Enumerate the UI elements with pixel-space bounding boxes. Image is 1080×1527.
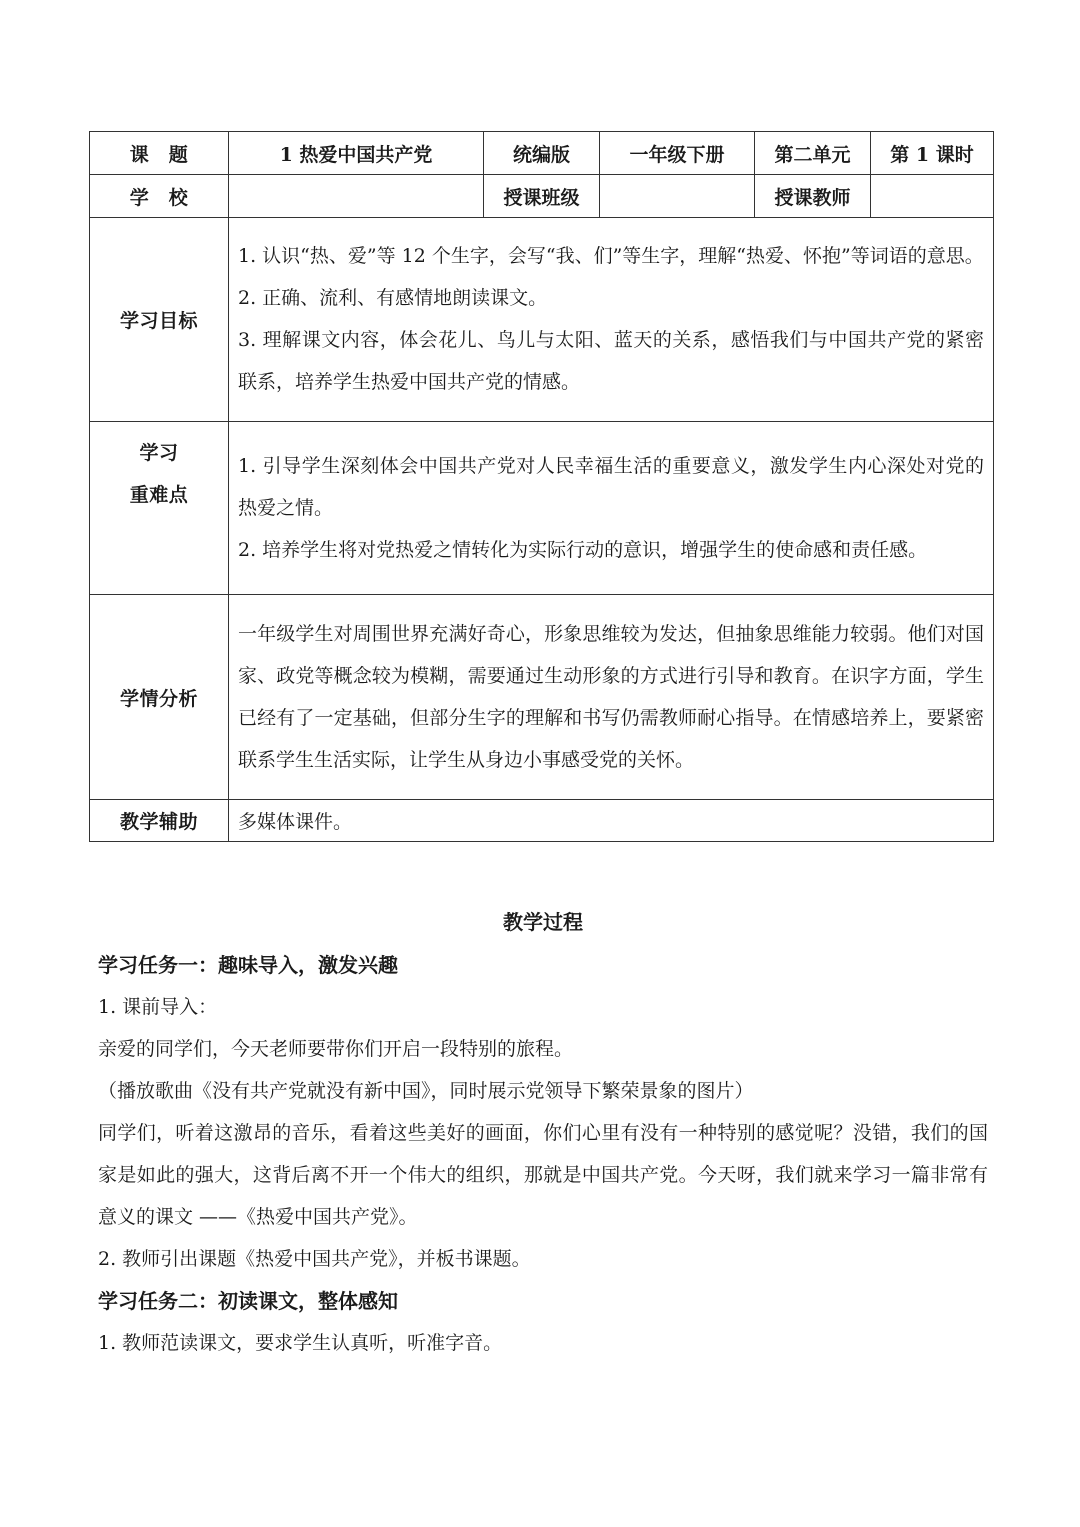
lesson-info-table: [89, 131, 994, 842]
edition: 统编版: [484, 132, 600, 175]
period: 第 1 课时: [871, 132, 994, 175]
objective-item: 3. 理解课文内容，体会花儿、鸟儿与太阳、蓝天的关系，感悟我们与中国共产党的紧密联系，培养学生热爱中国共产党的情感。: [238, 329, 984, 393]
objective-item: 2. 正确、流利、有感情地朗读课文。: [238, 287, 548, 309]
class-label: 授课班级: [484, 175, 600, 218]
process-paragraph: 亲爱的同学们，今天老师要带你们开启一段特别的旅程。: [98, 1038, 574, 1060]
aids-row: [90, 800, 994, 842]
process-title: 教学过程: [503, 910, 583, 934]
teaching-process-section: [98, 900, 988, 1364]
key-points-label-line2: 重难点: [129, 484, 189, 506]
header-row: [90, 132, 994, 175]
process-paragraph: 2. 教师引出课题《热爱中国共产党》，并板书课题。: [98, 1248, 531, 1270]
analysis-row: [90, 595, 994, 800]
grade: 一年级下册: [600, 132, 755, 175]
aids-label: 教学辅助: [90, 800, 229, 842]
key-points-content: [229, 422, 994, 595]
school-label: 学 校: [90, 175, 229, 218]
objectives-content: [229, 218, 994, 422]
objectives-label: 学习目标: [90, 218, 229, 422]
school-row: [90, 175, 994, 218]
school-value: [229, 175, 484, 218]
teacher-label: 授课教师: [755, 175, 871, 218]
process-paragraph: 1. 教师范读课文，要求学生认真听，听准字音。: [98, 1332, 503, 1354]
aids-content: 多媒体课件。: [229, 800, 994, 842]
key-point-item: 2. 培养学生将对党热爱之情转化为实际行动的意识，增强学生的使命感和责任感。: [238, 538, 928, 561]
analysis-text: 一年级学生对周围世界充满好奇心，形象思维较为发达，但抽象思维能力较弱。他们对国家、政党等概念较为模糊，需要通过生动形象的方式进行引导和教育。在识字方面，学生已经有了一定基础，但部分生字的理解和书写仍需教师耐心指导。在情感培养上，要紧密联系学生生活实际，让学生从身边小事感受党的关怀。: [238, 622, 984, 771]
objective-item: 1. 认识“热、爱”等 12 个生字，会写“我、们”等生字，理解“热爱、怀抱”等词语的意思。: [238, 245, 984, 267]
key-point-item: 1. 引导学生深刻体会中国共产党对人民幸福生活的重要意义，激发学生内心深处对党的热爱之情。: [238, 454, 984, 519]
class-value: [600, 175, 755, 218]
task2-heading: 学习任务二：初读课文，整体感知: [98, 1289, 398, 1313]
key-points-label-line1: 学习: [139, 442, 179, 464]
topic-label: 课 题: [90, 132, 229, 175]
process-paragraph: （播放歌曲《没有共产党就没有新中国》，同时展示党领导下繁荣景象的图片）: [98, 1080, 754, 1102]
key-points-row: [90, 422, 994, 595]
teacher-value: [871, 175, 994, 218]
process-paragraph: 同学们，听着这激昂的音乐，看着这些美好的画面，你们心里有没有一种特别的感觉呢？没错，我们的国家是如此的强大，这背后离不开一个伟大的组织，那就是中国共产党。今天呀，我们就来学习一篇非常有意义的课文 ——《热爱中国共产党》。: [98, 1122, 988, 1228]
analysis-content: [229, 595, 994, 800]
key-points-label: [90, 422, 229, 595]
process-paragraph: 1. 课前导入：: [98, 996, 218, 1018]
lesson-title: 1 热爱中国共产党: [229, 132, 484, 175]
task1-heading: 学习任务一：趣味导入，激发兴趣: [98, 953, 398, 977]
unit: 第二单元: [755, 132, 871, 175]
objectives-row: [90, 218, 994, 422]
analysis-label: 学情分析: [90, 595, 229, 800]
